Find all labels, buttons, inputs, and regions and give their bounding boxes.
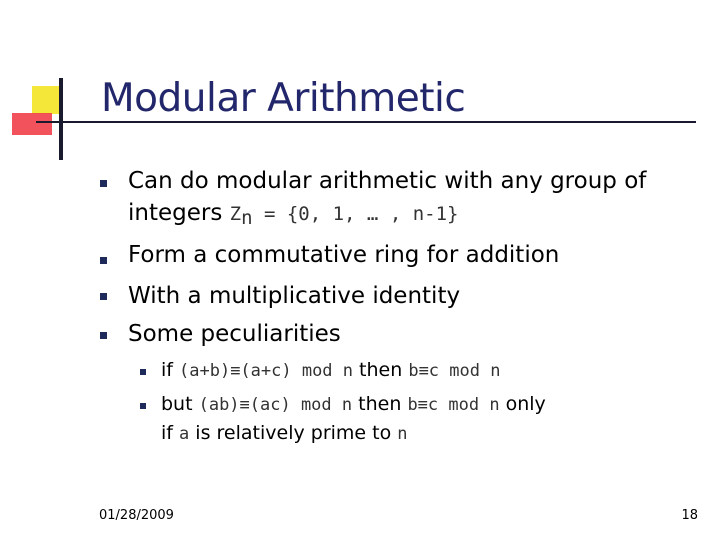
sub-bullet-2-text-b: then [352,393,408,415]
title-underline [36,121,696,123]
sub-bullet-2-code-a: (ab)≡(ac) mod n [198,395,353,415]
decor-red-bar [12,113,52,135]
set-definition: = {0, 1, … , n-1} [252,203,459,225]
bullet-2: Form a commutative ring for addition [128,242,560,268]
footer-date: 01/28/2009 [99,508,174,523]
sub-bullet-2-text-a: but [161,393,199,415]
set-z-subscript: n [241,207,253,229]
page-number: 18 [681,508,698,523]
sub-bullet-1-code-b: b≡c mod n [408,361,501,381]
sub-bullet-2-line-1 [161,391,546,418]
sub-bullet-2-code-b: b≡c mod n [407,395,500,415]
sub-bullet-1-text-b: then [353,359,409,381]
sub-bullet-marker [140,403,146,409]
bullet-3: With a multiplicative identity [128,283,461,309]
sub-bullet-1-text-a: if [161,359,180,381]
sub-bullet-1-code-a: (a+b)≡(a+c) mod n [179,361,354,381]
bullet-1-text: integers [128,200,230,226]
sub-bullet-2-text-c: only [499,393,546,415]
bullet-marker [100,332,107,339]
sub-bullet-2-text-d: if [161,422,180,444]
sub-bullet-1 [161,357,500,384]
bullet-1-line-1: Can do modular arithmetic with any group of [128,168,647,194]
bullet-marker [100,293,107,300]
bullet-1-line-2 [128,198,458,233]
set-z: Z [229,203,242,225]
slide-title: Modular Arithmetic [101,76,466,121]
bullet-4: Some peculiarities [128,321,341,347]
sub-bullet-2-code-d: n [397,424,408,444]
bullet-marker [100,257,107,264]
bullet-marker [100,180,107,187]
sub-bullet-2-text-e: is relatively prime to [189,422,398,444]
sub-bullet-2-line-2 [161,420,408,447]
decor-vertical-line [59,78,63,160]
sub-bullet-marker [140,369,146,375]
decor-yellow-square [32,86,60,114]
sub-bullet-2-code-c: a [179,424,190,444]
